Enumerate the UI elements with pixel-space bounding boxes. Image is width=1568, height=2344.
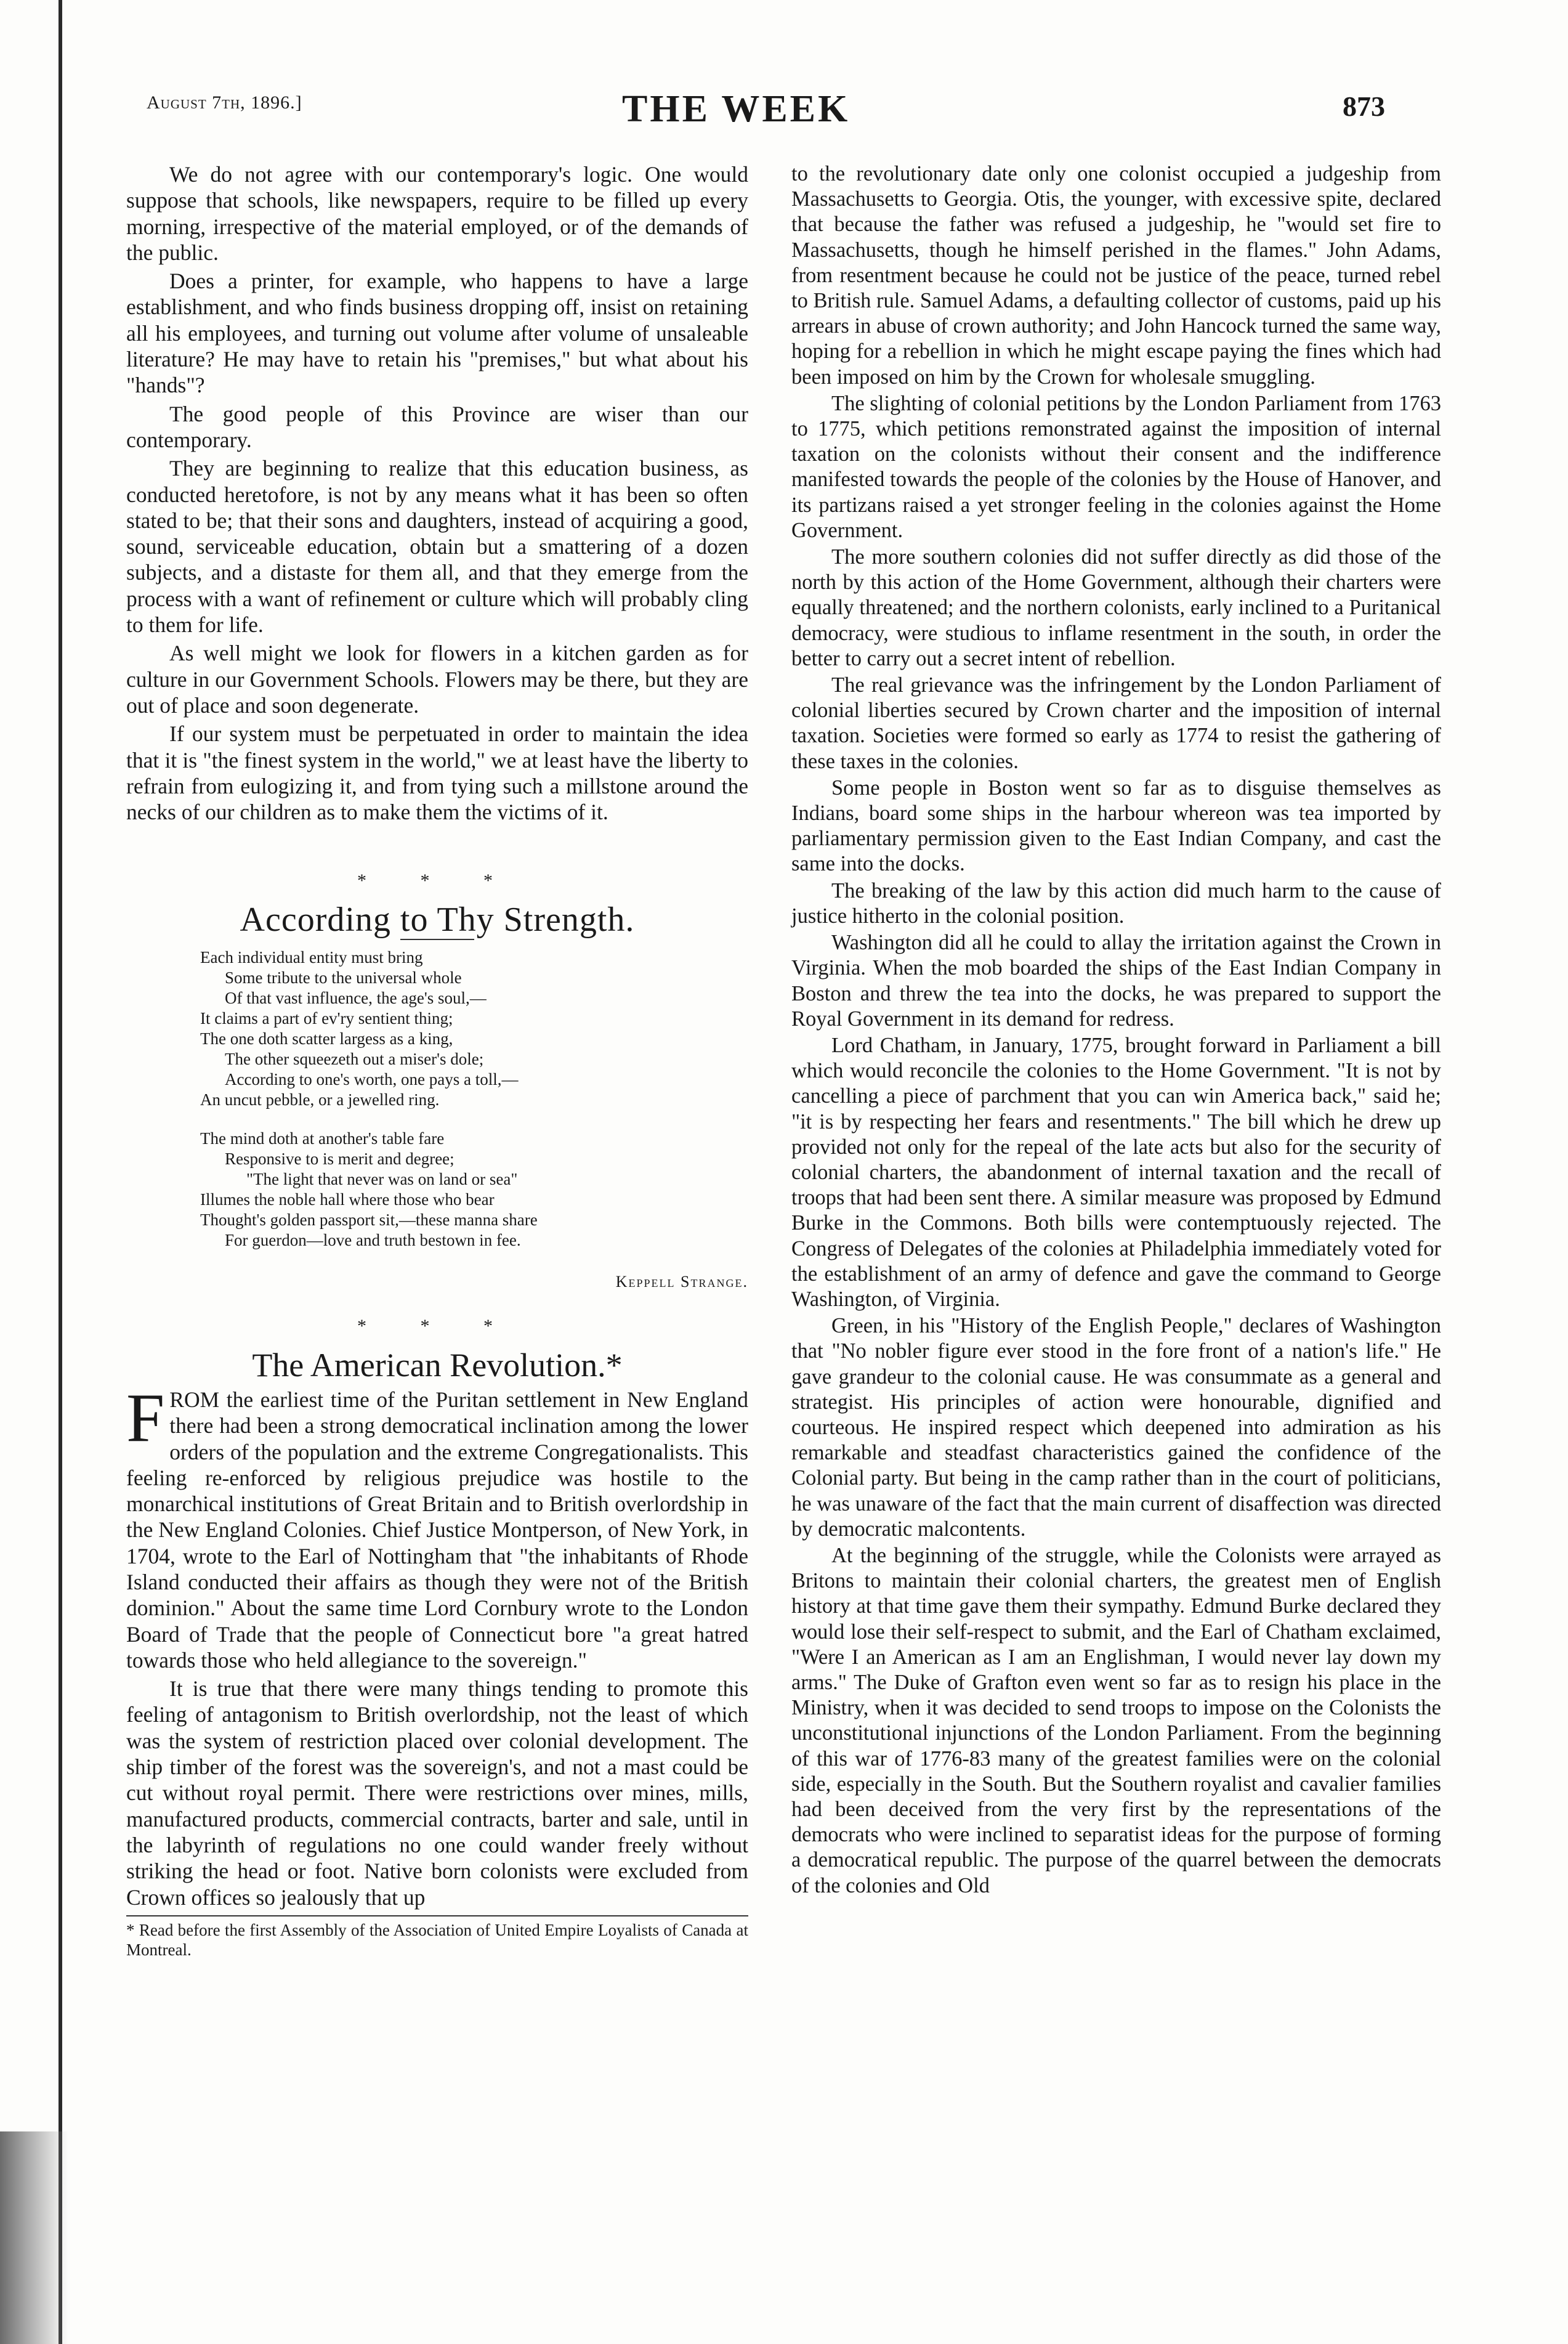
poem-line: Responsive to is merit and degree; (225, 1150, 455, 1169)
footnote: * Read before the first Assembly of the Association of United Empire Loyalists of Canada at Montreal. (126, 1920, 748, 1959)
poem-line: Illumes the noble hall where those who bear (200, 1190, 495, 1209)
poem-stanza (200, 1129, 748, 1251)
paragraph: The real grievance was the infringement by the London Parliament of colonial liberties secured by Crown charter and the imposition of internal taxation. Societies were formed so early as 1774 to resist the gathering of these taxes in the colonies. (791, 673, 1441, 773)
poem-line: An uncut pebble, or a jewelled ring. (200, 1090, 440, 1109)
drop-cap: F (126, 1379, 165, 1456)
paragraph: Does a printer, for example, who happens to have a large establishment, and who finds business dropping off, insist on retaining all his employees, and turning out volume after volume of unsaleable literature? He may have to retain his "premises," but what about his "hands"? (126, 269, 748, 398)
right-column (791, 161, 1441, 1900)
poem-line: Of that vast influence, the age's soul,— (225, 989, 487, 1008)
poem-line: For guerdon—love and truth bestown in fee. (225, 1231, 521, 1250)
page-binding-shadow (0, 2131, 68, 2344)
section-separator: * * * (357, 1316, 517, 1337)
paragraph (126, 1379, 748, 1673)
paragraph: As well might we look for flowers in a kitchen garden as for culture in our Government Schools. Flowers may be there, but they are out of place and soon degenerate. (126, 641, 748, 718)
paragraph: The good people of this Province are wiser than our contemporary. (126, 401, 748, 452)
paragraph: Lord Chatham, in January, 1775, brought forward in Parliament a bill which would reconcile the colonies to the Home Government. "It is not by cancelling a piece of parchment that you can win America back," said he; "it is by respecting her fears and resentments." The bill which he drew up provided not only for the repeal of the late acts but also for the security of colonial charters, the abandonment of internal taxation and the recall of troops that had been sent there. A similar measure was proposed by Edmund Burke in the Commons. Both bills were contemptuously rejected. The Congress of Delegates of the colonies at Philadelphia immediately voted for the establishment of an army of defence and gave the command to George Washington, of Virginia. (791, 1033, 1441, 1311)
poem-line: Some tribute to the universal whole (225, 968, 462, 987)
page-number: 873 (1343, 91, 1385, 122)
paragraph: Washington did all he could to allay the irritation against the Crown in Virginia. When the mob boarded the ships of the East Indian Company in Boston and threw the tea into the docks, he was prepared to support the Royal Government in its demand for redress. (791, 931, 1441, 1031)
poem-title: According to Thy Strength. (240, 900, 635, 939)
poem-line: "The light that never was on land or sea" (246, 1170, 518, 1189)
poem-line: The mind doth at another's table fare (200, 1129, 445, 1148)
paragraph: We do not agree with our contemporary's logic. One would suppose that schools, like newspapers, require to be filled up every morning, irrespective of the material employed, or of the demands of the public. (126, 162, 748, 265)
poem-line: It claims a part of ev'ry sentient thing; (200, 1009, 453, 1028)
paragraph: At the beginning of the struggle, while the Colonists were arrayed as Britons to maintain their colonial charters, the greatest men of English history at that time gave them their sympathy. Edmund Burke declared they would lose their self-respect to submit, and the Earl of Chatham exclaimed, "Were I an American as I am an Englishman, I would never lay down my arms." The Duke of Grafton even went so far as to resign his place in the Ministry, when it was decided to send troops to impose on the Colonists the unconstitutional injunctions of the London Parliament. From the beginning of this war of 1776-83 many of the greatest families were on the colonial side, especially in the South. But the Southern royalist and cavalier families had been deceived from the very first by the representations of the democrats who were inclined to separatist ideas for the purpose of forming a democratical republic. The purpose of the quarrel between the democrats of the colonies and Old (791, 1543, 1441, 1897)
poem-line: The other squeezeth out a miser's dole; (225, 1050, 484, 1069)
paragraph: Green, in his "History of the English People," declares of Washington that "No nobler figure ever stood in the fore front of a nation's life." He gave grandeur to the colonial cause. He was consummate as a general and strategist. His principles of action were honourable, dignified and courteous. He inspired respect which deepened into admiration as his remarkable and steadfast characteristics gained the confidence of the Colonial party. But being in the camp rather than in the court of politicians, he was unaware of the fact that the main current of disaffection was directed by democratic malcontents. (791, 1314, 1441, 1541)
page-binding-edge (59, 0, 62, 2344)
paragraph-text: ROM the earliest time of the Puritan settlement in New England there had been a strong democratical inclination among the lower orders of the population and the extreme Congregationalists. This feeling re-enforced by religious prejudice was hostile to the monarchical institutions of Great Britain and to British overlordship in the New England Colonies. Chief Justice Montperson, of New York, in 1704, wrote to the Earl of Nottingham that "the inhabitants of Rhode Island conducted their affairs as though they were not of the British dominion." About the same time Lord Cornbury wrote to the London Board of Trade that the people of Connecticut bore "a great hatred towards those who held allegiance to the sovereign." (126, 1387, 748, 1673)
poem-line: According to one's worth, one pays a toll,— (225, 1070, 519, 1089)
poem (200, 947, 748, 1251)
article-body (126, 1379, 748, 1910)
poem-stanza (200, 947, 748, 1110)
paragraph: The slighting of colonial petitions by the London Parliament from 1763 to 1775, which petitions remonstrated against the imposition of internal taxation on the colonists without their consent and the indifference manifested towards the people of the colonies by the House of Hanover, and its partizans raised a yet stronger feeling in the colonies against the Home Government. (791, 391, 1441, 542)
poem-author: Keppell Strange. (615, 1273, 748, 1291)
paragraph: It is true that there were many things tending to promote this feeling of antagonism to British overlordship, not the least of which was the system of restriction placed over colonial development. The ship timber of the forest was the sovereign's, and not a mast could be cut without royal permit. There were restrictions over mines, mills, manufactured products, commercial contracts, barter and sale, until in the labyrinth of regulations no one could wander freely without striking the head or foot. Native born colonists were excluded from Crown offices so jealously that up (126, 1676, 748, 1910)
article-title: The American Revolution.* (252, 1346, 623, 1384)
footnote-rule (126, 1915, 748, 1916)
paragraph: Some people in Boston went so far as to disguise themselves as Indians, board some ships in the harbour whereon was tea imported by parliamentary permission given to the East Indian Company, and cast the same into the docks. (791, 776, 1441, 876)
paragraph: They are beginning to realize that this education business, as conducted heretofore, is not by any means what it has been so often stated to be; that their sons and daughters, instead of acquiring a good, sound, serviceable education, obtain but a smattering of a dozen subjects, and a distaste for them all, and that they emerge from the process with a want of refinement or culture which will probably cling to them for life. (126, 456, 748, 638)
poem-line: Each individual entity must bring (200, 948, 423, 967)
title-rule (400, 939, 474, 940)
publication-title: THE WEEK (622, 88, 851, 130)
section-separator: * * * (357, 870, 517, 891)
paragraph: The more southern colonies did not suffer directly as did those of the north by this action of the Home Government, although their charters were equally threatened; and the northern colonists, early inclined to a Puritanical democracy, were studious to inflame resentment in the south, in order the better to carry out a secret intent of rebellion. (791, 545, 1441, 670)
poem-line: The one doth scatter largess as a king, (200, 1029, 453, 1048)
paragraph: If our system must be perpetuated in order to maintain the idea that it is "the finest system in the world," we at least have the liberty to refrain from eulogizing it, and from tying such a millstone around the necks of our children as to make them the victims of it. (126, 721, 748, 825)
paragraph: to the revolutionary date only one colonist occupied a judgeship from Massachusetts to Georgia. Otis, the younger, with excessive spite, declared that because the father was refused a judgeship, he "would set fire to Massachusetts, though he himself perished in the flames." John Adams, from resentment because he could not be justice of the peace, turned rebel to British rule. Samuel Adams, a defaulting collector of customs, paid up his arrears in abuse of crown authority; and John Hancock turned the same way, hoping for a rebellion in which he might escape paying the fines which had been imposed on him by the Crown for wholesale smuggling. (791, 162, 1441, 389)
paragraph: The breaking of the law by this action did much harm to the cause of justice hitherto in the colonial position. (791, 878, 1441, 928)
issue-date: August 7th, 1896.] (147, 92, 302, 113)
left-column (126, 161, 748, 1960)
poem-line: Thought's golden passport sit,—these manna share (200, 1211, 538, 1230)
